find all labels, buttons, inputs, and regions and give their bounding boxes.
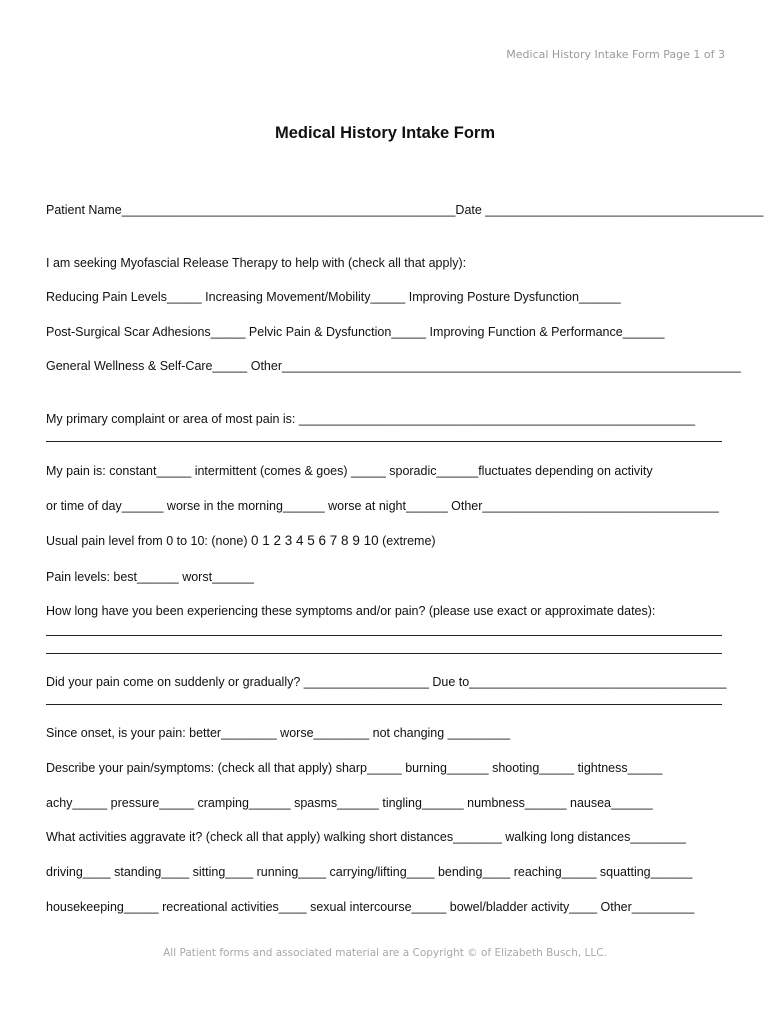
duration-question: How long have you been experiencing these symptoms and/or pain? (please use exact or approximate dates): <box>46 604 656 618</box>
seeking-intro: I am seeking Myofascial Release Therapy to help with (check all that apply): <box>46 256 467 270</box>
describe-symptoms-row-1[interactable]: Describe your pain/symptoms: (check all that apply) sharp_____ burning______ shooting_____ tightness_____ <box>46 761 663 775</box>
pain-type-row-2[interactable]: or time of day______ worse in the morning______ worse at night______ Other__________________________________ <box>46 499 719 513</box>
duration-blank-line-2[interactable] <box>46 653 722 654</box>
pain-scale-end: (extreme) <box>382 534 436 548</box>
primary-complaint-line[interactable]: My primary complaint or area of most pain is: _________________________________________________________ <box>46 412 696 426</box>
primary-complaint-blank-line[interactable] <box>46 441 722 442</box>
pain-levels-line[interactable]: Pain levels: best______ worst______ <box>46 570 254 584</box>
patient-name-line[interactable]: Patient Name________________________________________________Date ________________________________________ <box>46 203 764 217</box>
page-header: Medical History Intake Form Page 1 of 3 <box>506 48 725 61</box>
onset-question[interactable]: Did your pain come on suddenly or gradually? __________________ Due to_____________________________________ <box>46 675 727 689</box>
pain-scale-line <box>46 533 436 549</box>
copyright-footer: All Patient forms and associated material are a Copyright © of Elizabeth Busch, LLC. <box>163 947 607 959</box>
aggravating-activities-row-2[interactable]: driving____ standing____ sitting____ running____ carrying/lifting____ bending____ reaching_____ squatting______ <box>46 865 693 879</box>
pain-scale-label: Usual pain level from 0 to 10: (none) <box>46 534 248 548</box>
since-onset-line[interactable]: Since onset, is your pain: better________ worse________ not changing _________ <box>46 726 511 740</box>
aggravating-activities-row-1[interactable]: What activities aggravate it? (check all that apply) walking short distances_______ walking long distances________ <box>46 830 686 844</box>
describe-symptoms-row-2[interactable]: achy_____ pressure_____ cramping______ spasms______ tingling______ numbness______ nausea______ <box>46 796 653 810</box>
onset-blank-line[interactable] <box>46 704 722 705</box>
pain-type-row-1[interactable]: My pain is: constant_____ intermittent (comes & goes) _____ sporadic______fluctuates depending on activity <box>46 464 653 478</box>
aggravating-activities-row-3[interactable]: housekeeping_____ recreational activities____ sexual intercourse_____ bowel/bladder activity____ Other_________ <box>46 900 695 914</box>
pain-scale-numbers[interactable]: 0 1 2 3 4 5 6 7 8 9 10 <box>250 533 379 548</box>
duration-blank-line-1[interactable] <box>46 635 722 636</box>
seeking-options-row-2[interactable]: Post-Surgical Scar Adhesions_____ Pelvic Pain & Dysfunction_____ Improving Function & Performance______ <box>46 325 665 339</box>
seeking-options-row-3[interactable]: General Wellness & Self-Care_____ Other__________________________________________________________________ <box>46 359 741 373</box>
seeking-options-row-1[interactable]: Reducing Pain Levels_____ Increasing Movement/Mobility_____ Improving Posture Dysfunction______ <box>46 290 621 304</box>
form-title: Medical History Intake Form <box>274 124 496 142</box>
